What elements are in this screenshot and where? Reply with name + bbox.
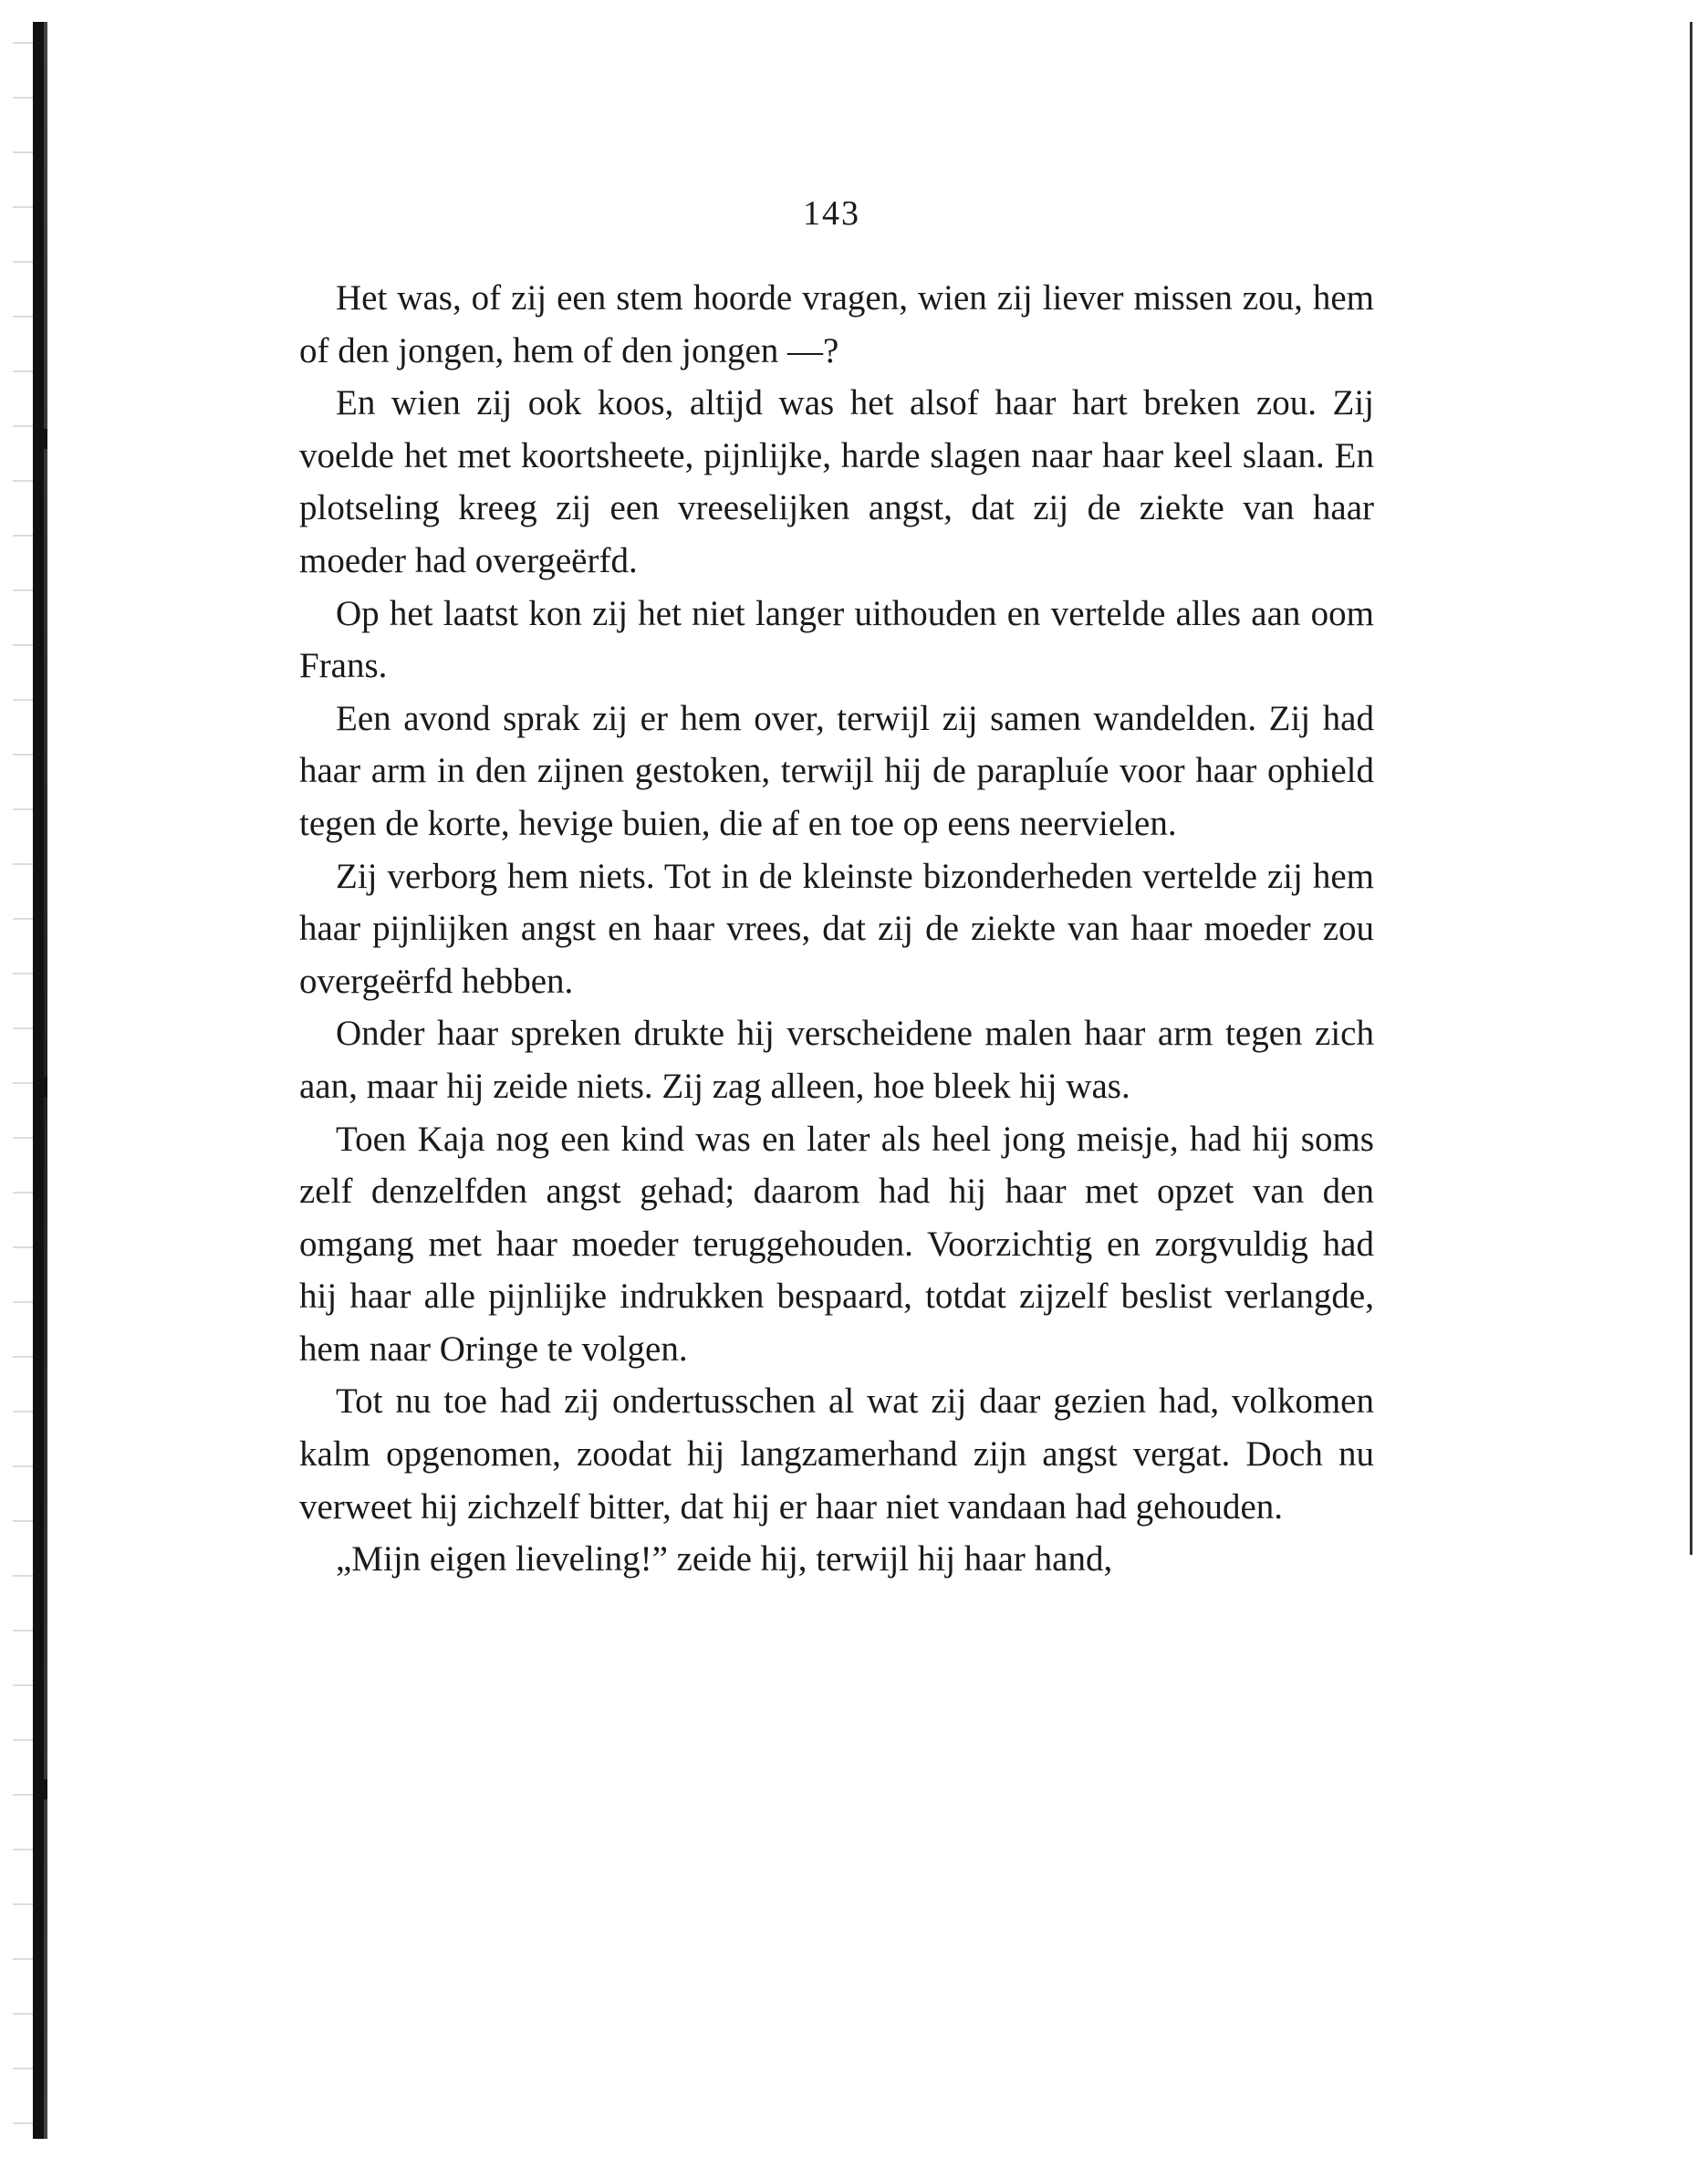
paragraph: Op het laatst kon zij het niet langer uithouden en vertelde alles aan oom Frans. bbox=[299, 593, 1374, 686]
paragraph: En wien zij ook koos, altijd was het alsof haar hart breken zou. Zij voelde het met koortsheete, pijnlijke, harde slagen naar haar keel slaan. En plotseling kreeg zij een vreeselijken angst, dat zij de ziekte van haar moeder had overgeërfd. bbox=[299, 383, 1374, 580]
body-text bbox=[299, 272, 1374, 1586]
binding-mark bbox=[38, 1077, 47, 1097]
paragraph: Een avond sprak zij er hem over, terwijl zij samen wandelden. Zij had haar arm in den zijnen gestoken, terwijl hij de parapluíe voor haar ophield tegen de korte, hevige buien, die af en toe op eens neervielen. bbox=[299, 698, 1374, 843]
paragraph: „Mijn eigen lieveling!” zeide hij, terwijl hij haar hand, bbox=[336, 1539, 1113, 1579]
page-number: 143 bbox=[803, 194, 860, 233]
paragraph: Zij verborg hem niets. Tot in de kleinste bizonderheden vertelde zij hem haar pijnlijken angst en haar vrees, dat zij de ziekte van haar moeder zou overgeërfd hebben. bbox=[299, 856, 1374, 1001]
paragraph: Onder haar spreken drukte hij verscheidene malen haar arm tegen zich aan, maar hij zeide niets. Zij zag alleen, hoe bleek hij was. bbox=[299, 1014, 1374, 1106]
binding-mark bbox=[38, 429, 47, 449]
paragraph: Toen Kaja nog een kind was en later als heel jong meisje, had hij soms zelf denzelfden angst gehad; daarom had hij haar met opzet van den omgang met haar moeder teruggehouden. Voorzichtig en zorgvuldig had hij haar alle pijnlijke indrukken bespaard, totdat zijzelf beslist verlangde, hem naar Oringe te volgen. bbox=[299, 1119, 1374, 1369]
right-margin-rule bbox=[1690, 22, 1692, 1555]
paragraph: Tot nu toe had zij ondertusschen al wat zij daar gezien had, volkomen kalm opgenomen, zoodat hij langzamerhand zijn angst vergat. Doch nu verweet hij zichzelf bitter, dat hij er haar niet vandaan had gehouden. bbox=[299, 1381, 1374, 1527]
paragraph: Het was, of zij een stem hoorde vragen, wien zij liever missen zou, hem of den jongen, hem of den jongen —? bbox=[299, 278, 1374, 370]
binding-mark bbox=[38, 1779, 47, 1799]
